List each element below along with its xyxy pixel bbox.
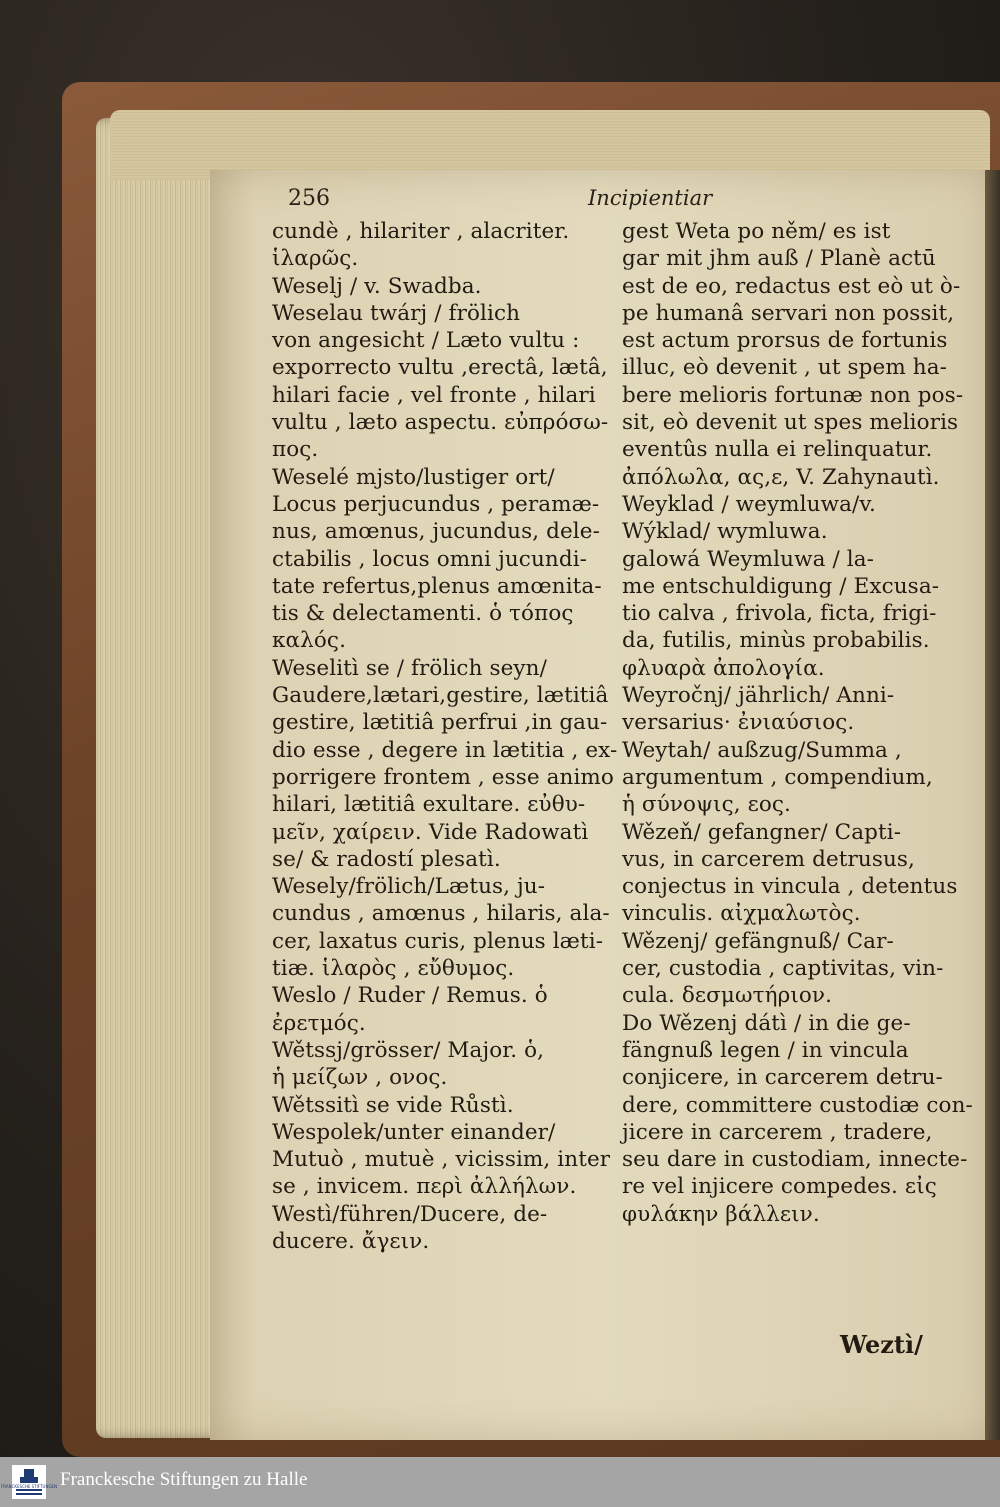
text-line: tio calva , frivola, ficta, frigi- [622,601,937,627]
text-line: Westì/führen/Ducere, de- [272,1201,548,1227]
text-line: me entschuldigung / Excusa- [622,573,940,599]
text-line: gar mit jhm auß / Planè actū [622,246,936,272]
text-line: cer, custodia , captivitas, vin- [622,956,944,982]
book-gutter [985,170,1000,1440]
text-line: Weslo / Ruder / Remus. ὁ [272,983,548,1009]
text-line: est actum prorsus de fortunis [622,328,948,354]
text-line: Wesely/frölich/Lætus, ju- [272,874,546,900]
text-line: seu dare in custodiam, innecte- [622,1147,968,1173]
logo-text: FRANCKESCHE STIFTUNGEN [0,1484,58,1489]
text-line: hilari, lætitiâ exultare. εὐθυ- [272,792,586,818]
page-number: 256 [288,186,330,211]
text-line: ἱλαρῶς. [272,246,359,272]
page-header [288,186,968,216]
text-line: tate refertus,plenus amœnita- [272,573,602,599]
text-line: dere, committere custodiæ con- [622,1092,973,1118]
catchword: Weztì/ [840,1330,923,1359]
institution-logo-icon [0,1465,58,1499]
text-line: ἐρετμός. [272,1010,366,1036]
text-line: jicere in carcerem , tradere, [622,1119,933,1145]
institution-name: Franckesche Stiftungen zu Halle [60,1469,308,1490]
footer-bar [0,1457,1000,1507]
text-line: gestire, lætitiâ perfrui ,in gau- [272,710,608,736]
text-line: re vel injicere compedes. εἰς [622,1174,937,1200]
text-line: conjectus in vincula , detentus [622,874,958,900]
text-line: καλός. [272,628,347,654]
text-line: ctabilis , locus omni jucundi- [272,546,588,572]
text-line: Wespolek/unter einander/ [272,1119,556,1145]
text-line: Locus perjucundus , peramæ- [272,491,600,517]
text-line: Wětssj/grösser/ Major. ὁ, [272,1037,545,1063]
text-line: se/ & radostí plesatì. [272,846,501,872]
text-line: gest Weta po něm/ es ist [622,219,891,244]
text-line: nus, amœnus, jucundus, dele- [272,519,600,545]
text-line: μεῖν, χαίρειν. Vide Radowatì [272,819,589,845]
text-line: Gaudere,lætari,gestire, lætitiâ [272,683,609,709]
text-line: Do Wězenj dátì / in die ge- [622,1010,911,1036]
text-line: Wězenj/ gefängnuß/ Car- [622,928,894,954]
text-line: Weselitì se / frölich seyn/ [272,655,547,681]
text-line: von angesicht / Læto vultu : [272,328,580,354]
text-line: Wězeň/ gefangner/ Capti- [622,819,902,845]
text-line: fängnuß legen / in vincula [622,1037,909,1063]
text-line: se , invicem. περὶ ἀλλήλων. [272,1174,577,1200]
text-line: eventûs nulla ei relinquatur. [622,437,933,463]
text-line: Weyklad / weymluwa/v. [622,491,876,517]
text-line: vus, in carcerem detrusus, [622,846,915,872]
text-line: da, futilis, minùs probabilis. [622,628,930,654]
text-line: sit, eò devenit ut spes melioris [622,410,959,436]
running-head: Incipientiar [588,186,713,210]
text-line: Weselau twárj / frölich [272,300,521,326]
text-line: ἡ μείζων , ονος. [272,1065,448,1091]
text-line: cundus , amœnus , hilaris, ala- [272,901,610,927]
left-column [272,218,624,1255]
text-line: Wětssitì se vide Růstì. [272,1092,514,1118]
text-line: φυλάκην βάλλειν. [622,1201,820,1227]
text-line: pe humanâ servari non possit, [622,300,955,326]
text-line: argumentum , compendium, [622,764,933,790]
text-line: porrigere frontem , esse animo [272,764,614,790]
text-line: cundè , hilariter , alacriter. [272,219,570,244]
text-line: hilari facie , vel fronte , hilari [272,382,596,408]
text-line: πος. [272,437,319,463]
text-line: cer, laxatus curis, plenus læti- [272,928,604,954]
text-line: Weselé mjsto/lustiger ort/ [272,464,555,490]
text-line: ἡ σύνοψις, εος. [622,792,791,818]
text-line: ἀπόλωλα, ας,ε, V. Zahynautì. [622,464,940,490]
text-line: ducere. ἄγειν. [272,1228,430,1254]
text-line: Wýklad/ wymluwa. [622,519,828,545]
text-line: est de eo, redactus est eò ut ò- [622,273,961,299]
text-line: Weselj / v. Swadba. [272,273,482,299]
text-line: tis & delectamenti. ὁ τόπος [272,601,574,627]
text-line: Weytah/ außzug/Summa , [622,737,902,763]
text-line: exporrecto vultu ,erectâ, lætâ, [272,355,608,381]
text-line: bere melioris fortunæ non pos- [622,382,964,408]
right-column [622,218,974,1228]
text-line: cula. δεσμωτήριον. [622,983,833,1009]
text-line: galowá Weymluwa / la- [622,546,874,572]
text-line: illuc, eò devenit , ut spem ha- [622,355,948,381]
text-line: dio esse , degere in lætitia , ex- [272,737,618,763]
text-line: Mutuò , mutuè , vicissim, inter [272,1147,611,1173]
text-line: tiæ. ἱλαρὸς , εὔθυμος. [272,956,515,982]
text-line: φλυαρὰ ἀπολογία. [622,655,825,681]
text-line: Weyročnj/ jährlich/ Anni- [622,683,895,709]
text-line: conjicere, in carcerem detru- [622,1065,943,1091]
text-line: versarius· ἐνιαύσιος. [622,710,855,736]
text-line: vultu , læto aspectu. εὐπρόσω- [272,410,609,436]
text-line: vinculis. αἰχμαλωτὸς. [622,901,861,927]
